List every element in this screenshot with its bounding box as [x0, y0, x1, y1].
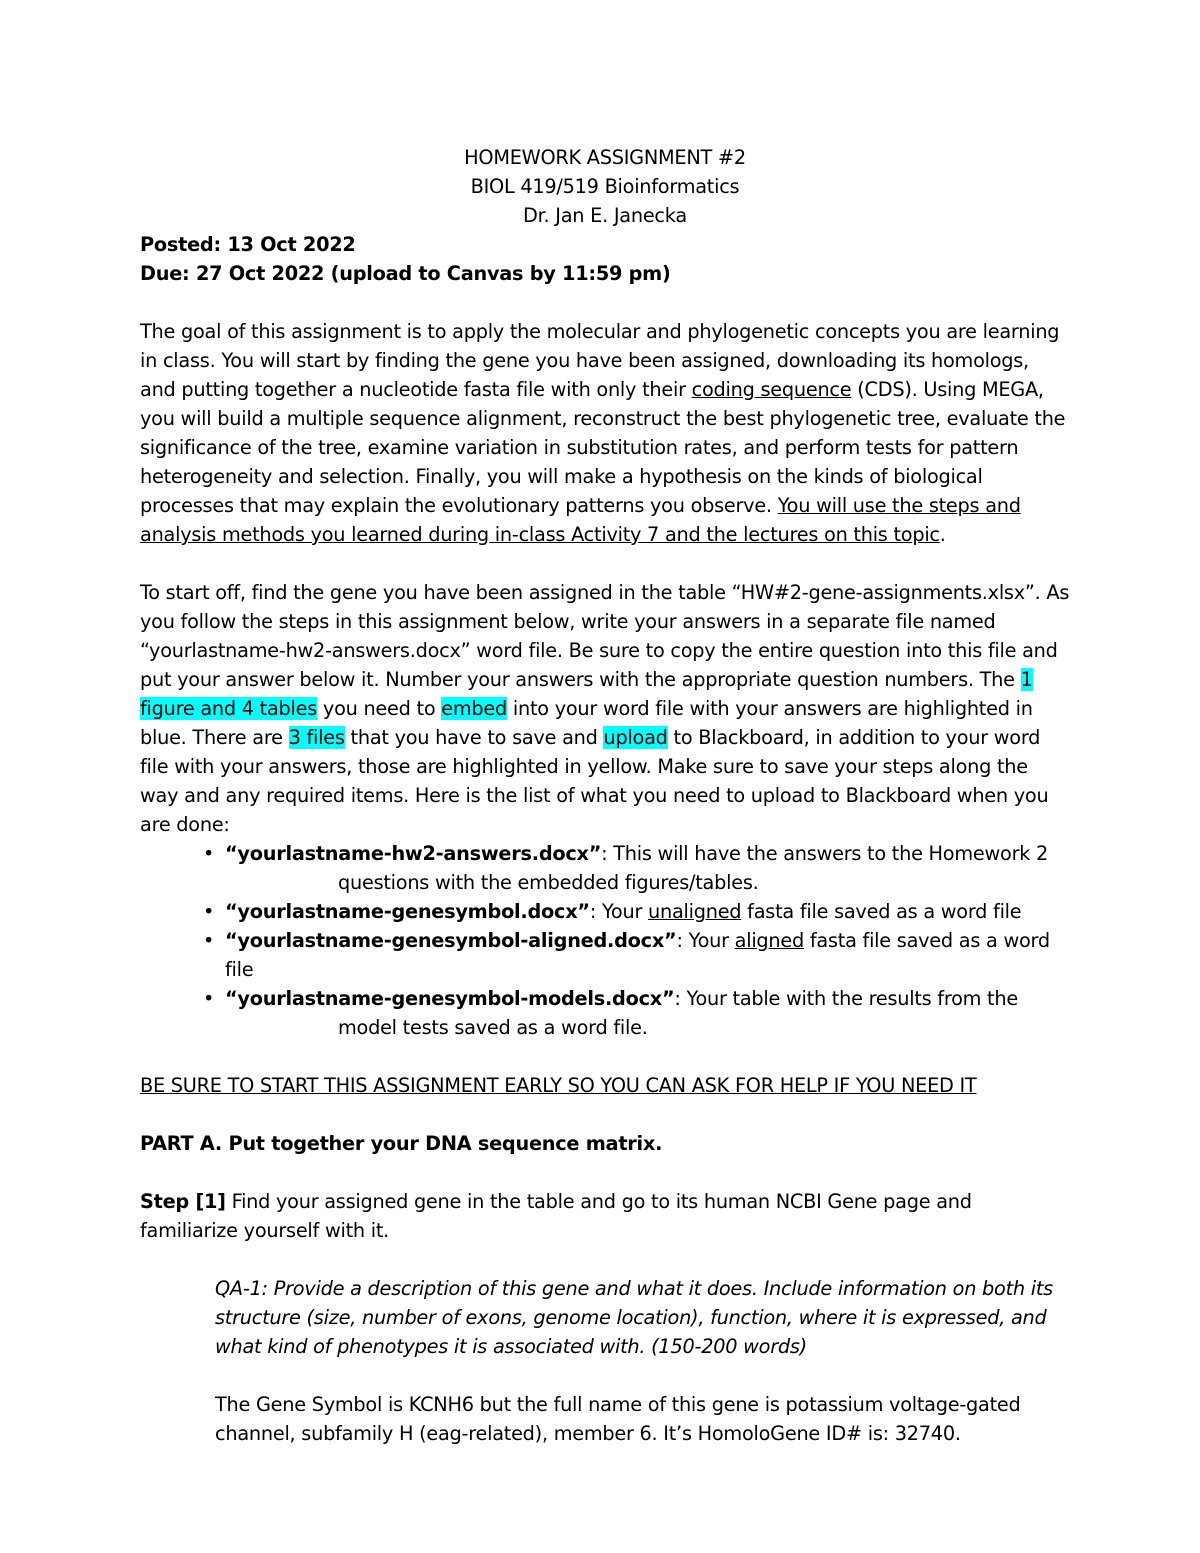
step-1-paragraph [140, 1187, 1070, 1245]
highlight-files: 3 files [288, 726, 345, 749]
instructions-paragraph [140, 578, 1070, 839]
highlight-upload: upload [603, 726, 668, 749]
bullet-icon: • [203, 987, 215, 1010]
file-name: “yourlastname-hw2-answers.docx” [225, 842, 602, 865]
file-description: : This will have the answers to the Homework 2 [601, 842, 1049, 865]
file-description-end: fasta file saved as a word file [741, 900, 1022, 923]
due-date: Due: 27 Oct 2022 (upload to Canvas by 11:59 pm) [140, 262, 671, 285]
instructor-name: Dr. Jan E. Janecka [523, 204, 687, 227]
file-description-continued: questions with the embedded figures/tables. [338, 871, 759, 894]
file-description-continued: model tests saved as a word file. [338, 1016, 648, 1039]
posted-date: Posted: 13 Oct 2022 [140, 233, 356, 256]
list-item [140, 984, 1070, 1042]
answer-qa-1: The Gene Symbol is KCNH6 but the full name of this gene is potassium voltage-gated channel, subfamily H (eag-related), member 6. It’s HomoloGene ID# is: 32740. [215, 1393, 1021, 1445]
part-a-heading: PART A. Put together your DNA sequence matrix. [140, 1132, 663, 1155]
intro-text-end: . [939, 523, 946, 546]
bullet-icon: • [203, 842, 215, 865]
coding-sequence-term: coding sequence [691, 378, 852, 401]
step-text: Find your assigned gene in the table and go to its human NCBI Gene page and familiarize yourself with it. [140, 1190, 972, 1242]
intro-text-b: (CDS). Using MEGA, you will build a multiple sequence alignment, reconstruct the best phylogenetic tree, evaluate the significance of the tree, examine variation in substitution rates, and perform tests for pattern heterogeneity and selection. Finally, you will make a hypothesis on the kinds of biological processes that may explain the evolutionary patterns you observe. [140, 378, 1066, 517]
file-name: “yourlastname-genesymbol-aligned.docx” [225, 929, 677, 952]
course-name: BIOL 419/519 Bioinformatics [470, 175, 740, 198]
instructions-text-d: that you have to save and [344, 726, 604, 749]
file-description: : Your table with the results from the [674, 987, 1018, 1010]
list-item [140, 897, 1070, 926]
instructions-text-b: you need to [317, 697, 442, 720]
file-name: “yourlastname-genesymbol-models.docx” [225, 987, 675, 1010]
intro-text-a: The goal of this assignment is to apply the molecular and phylogenetic concepts you are learning in class. You will start by finding the gene you have been assigned, downloading its homologs, and putting together a nucleotide fasta file with only their [140, 320, 1060, 401]
highlight-figures-tables: 1 figure and 4 tables [140, 668, 1033, 720]
instructions-text-e: to Blackboard, in addition to your word file with your answers, those are highlighted in yellow. Make sure to save your steps along the way and any required items. Here is the list of what you need to upload to Blackboard when you are done: [140, 726, 1049, 836]
intro-underlined-note: You will use the steps and analysis methods you learned during in-class Activity 7 and the lectures on this topic [140, 494, 1021, 546]
list-item [140, 926, 1070, 984]
instructions-text-c: into your word file with your answers are highlighted in blue. There are [140, 697, 1033, 749]
file-name: “yourlastname-genesymbol.docx” [225, 900, 590, 923]
intro-paragraph [140, 317, 1070, 549]
file-description-underlined: unaligned [648, 900, 742, 923]
question-qa-1: QA-1: Provide a description of this gene and what it does. Include information on both its structure (size, number of exons, genome location), function, where it is expressed, and what kind of phenotypes it is associated with. (150-200 words) [215, 1277, 1053, 1358]
bullet-icon: • [203, 929, 215, 952]
file-description-underlined: aligned [734, 929, 804, 952]
highlight-embed: embed [441, 697, 508, 720]
step-label: Step [1] [140, 1190, 226, 1213]
instructions-text-a: To start off, find the gene you have been assigned in the table “HW#2-gene-assignments.xlsx”. As you follow the steps in this assignment below, write your answers in a separate file named “yourlastname-hw2-answers.docx” word file. Be sure to copy the entire question into this file and put your answer below it. Number your answers with the appropriate question numbers. The [140, 581, 1070, 691]
file-description: : Your [676, 929, 735, 952]
document-body [140, 143, 1070, 1448]
file-description-end: fasta file saved as a word file [225, 929, 1050, 981]
upload-file-list [140, 839, 1070, 1042]
assignment-title: HOMEWORK ASSIGNMENT #2 [464, 146, 746, 169]
list-item [140, 839, 1070, 897]
bullet-icon: • [203, 900, 215, 923]
file-description: : Your [589, 900, 649, 923]
early-start-warning: BE SURE TO START THIS ASSIGNMENT EARLY SO YOU CAN ASK FOR HELP IF YOU NEED IT [140, 1074, 977, 1097]
